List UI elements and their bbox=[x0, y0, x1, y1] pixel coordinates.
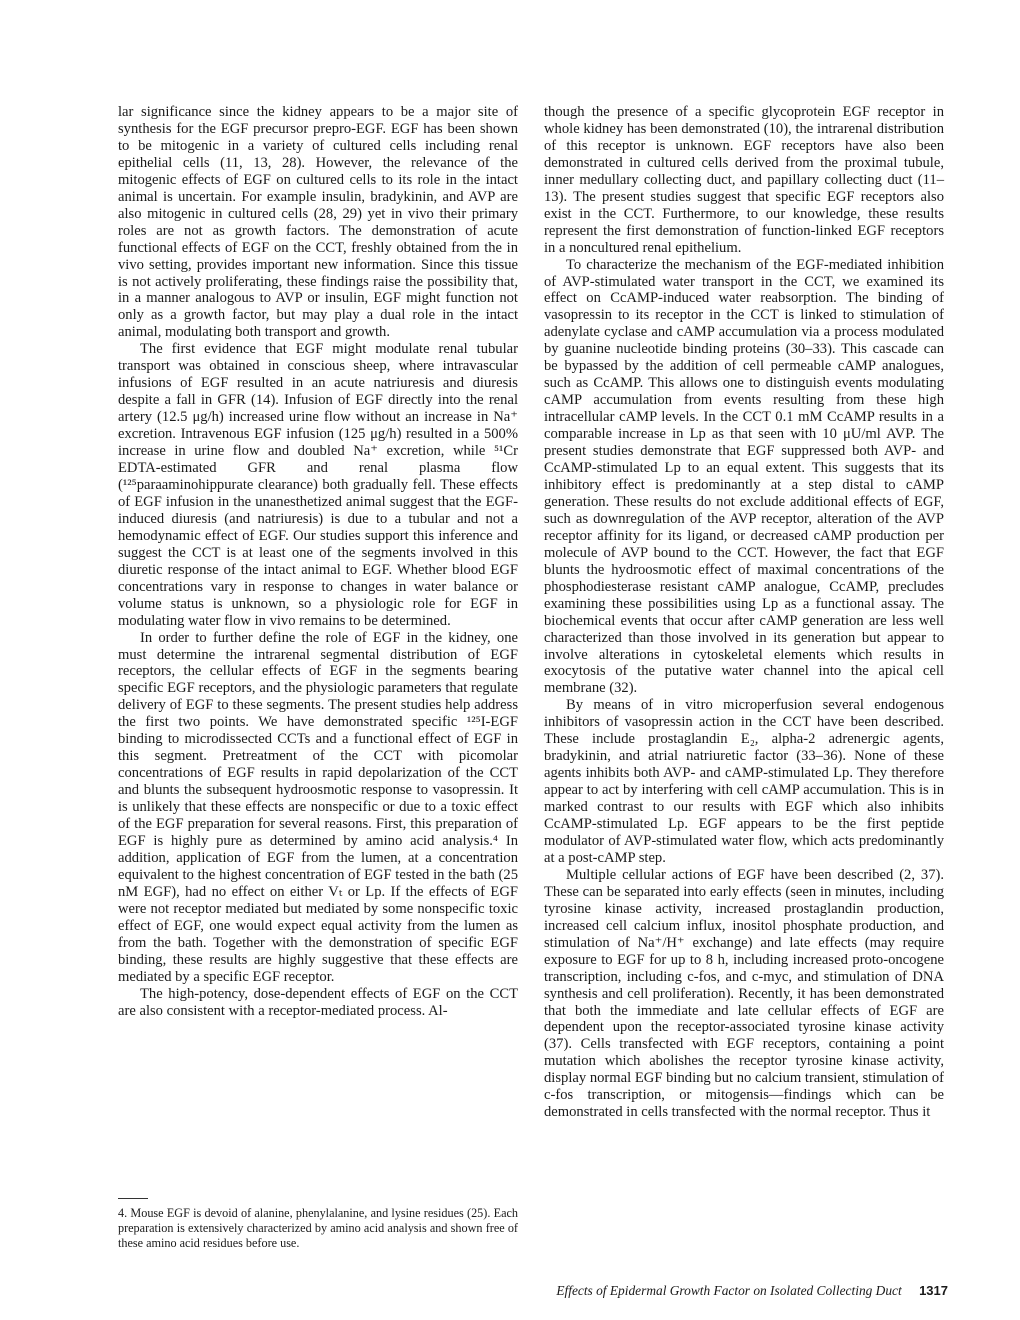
paragraph: Multiple cellular actions of EGF have been described (2, 37). These can be separated into early effects (seen in minutes, including tyrosine kinase activity, increased prostaglandin production, increased cell calcium influx, inositol phosphate production, and stimulation of Na⁺/H⁺ exchange) and late effects (may require exposure to EGF for up to 8 h, including increased proto-oncogene transcription, including c-fos, and c-myc, and stimulation of DNA synthesis and cell proliferation). Recently, it has been demonstrated that both the immediate and late cellular effects of EGF are dependent upon the receptor-associated tyrosine kinase activity (37). Cells transfected with EGF receptors, containing a point mutation which abolishes the receptor tyrosine kinase activity, display normal EGF binding but no calcium transient, stimulation of c-fos transcription, or mitogensis—findings which can be demonstrated in cells transfected with the normal receptor. Thus it bbox=[544, 866, 944, 1121]
running-footer bbox=[556, 1283, 948, 1299]
footnote-divider bbox=[118, 1198, 148, 1199]
page-number: 1317 bbox=[919, 1283, 948, 1298]
paragraph: though the presence of a specific glycoprotein EGF receptor in whole kidney has been demonstrated (10), the intrarenal distribution of this receptor is unknown. EGF receptors have also been demonstrated in cultured cells derived from the proximal tubule, inner medullary collecting duct, and papillary collecting duct (11–13). The present studies suggest that specific EGF receptors also exist in the CCT. Furthermore, to our knowledge, these results represent the first demonstration of function-linked EGF receptors in a noncultured renal epithelium. bbox=[544, 104, 944, 256]
paragraph: lar significance since the kidney appears to be a major site of synthesis for the EGF precursor prepro-EGF. EGF has been shown to be mitogenic in a variety of cultured cells including renal epithelial cells (11, 13, 28). However, the relevance of the mitogenic effects of EGF on cultured cells to its role in the intact animal is uncertain. For example insulin, bradykinin, and AVP are also mitogenic in cultured cells (28, 29) yet in vivo their primary roles are not as growth factors. The demonstration of acute functional effects of EGF on the CCT, freshly obtained from the in vivo setting, provides important new information. Since this tissue is not actively proliferating, these findings raise the possibility that, in a manner analogous to AVP or insulin, EGF might function not only as a growth factor, but may play a dual role in the intact animal, modulating both transport and growth. bbox=[118, 104, 518, 341]
right-column bbox=[544, 104, 944, 1121]
paragraph: By means of in vitro microperfusion several endogenous inhibitors of vasopressin action in the CCT have been described. These include prostaglandin E₂, alpha-2 adrenergic agents, bradykinin, and atrial natriuretic factor (33–36). None of these agents inhibits both AVP- and cAMP-stimulated Lp. They therefore appear to act by interfering with cell cAMP accumulation. This is in marked contrast to our results with EGF which also inhibits CcAMP-stimulated Lp. EGF appears to be the first peptide modulator of AVP-stimulated water flow, which acts predominantly at a post-cAMP step. bbox=[544, 697, 944, 866]
running-title: Effects of Epidermal Growth Factor on Isolated Collecting Duct bbox=[556, 1283, 902, 1298]
footnote: 4. Mouse EGF is devoid of alanine, phenylalanine, and lysine residues (25). Each preparation is extensively characterized by amino acid analysis and shown free of these amino acid residues before use. bbox=[118, 1206, 518, 1251]
left-column bbox=[118, 104, 518, 1019]
paragraph: To characterize the mechanism of the EGF-mediated inhibition of AVP-stimulated water transport in the CCT, we examined its effect on CcAMP-induced water reabsorption. The binding of vasopressin to its receptor in the CCT is linked to stimulation of adenylate cyclase and cAMP accumulation via a process modulated by guanine nucleotide binding proteins (30–33). This cascade can be bypassed by the addition of cell permeable cAMP analogues, such as CcAMP. This allows one to distinguish events modulating cAMP accumulation from events resulting from these high intracellular cAMP levels. In the CCT 0.1 mM CcAMP results in a comparable increase in Lp as that seen with 10 μU/ml AVP. The present studies demonstrate that EGF suppressed both AVP- and CcAMP-stimulated Lp to an equal extent. This suggests that its inhibitory effect is predominantly at a step distal to cAMP generation. These results do not exclude additional effects of EGF, such as downregulation of the AVP receptor, alteration of the AVP receptor affinity for its ligand, or decreased cAMP production per molecule of AVP bound to the CCT. However, the fact that EGF blunts the hydroosmotic effect of maximal concentrations of the phosphodiesterase resistant cAMP analogue, CcAMP, precludes examining these possibilities using Lp as a functional assay. The biochemical events that occur after cAMP generation are less well characterized than those involved in its generation but appear to involve alterations in cytoskeletal elements which results in exocytosis of the putative water channel into the apical cell membrane (32). bbox=[544, 256, 944, 697]
paragraph: In order to further define the role of EGF in the kidney, one must determine the intrarenal segmental distribution of EGF receptors, the cellular effects of EGF in the segments bearing specific EGF receptors, and the physiologic parameters that regulate delivery of EGF to these segments. The present studies help address the first two points. We have demonstrated specific ¹²⁵I-EGF binding to microdissected CCTs and a functional effect of EGF in this segment. Pretreatment of the CCT with picomolar concentrations of EGF results in rapid depolarization of the CCT and blunts the subsequent hydroosmotic response to vasopressin. It is unlikely that these effects are nonspecific or due to a toxic effect of the EGF preparation for several reasons. First, this preparation of EGF is highly pure as determined by amino acid analysis.⁴ In addition, application of EGF from the lumen, at a concentration equivalent to the highest concentration of EGF tested in the bath (25 nM EGF), had no effect on either Vₜ or Lp. If the effects of EGF were not receptor mediated but mediated by some nonspecific toxic effect of EGF, one would expect equal activity from the lumen as from the bath. Together with the demonstration of specific EGF binding, these results are highly suggestive that these effects are mediated by a specific EGF receptor. bbox=[118, 629, 518, 985]
paragraph: The high-potency, dose-dependent effects of EGF on the CCT are also consistent with a receptor-mediated process. Al- bbox=[118, 985, 518, 1019]
paragraph: The first evidence that EGF might modulate renal tubular transport was obtained in conscious sheep, where intravascular infusions of EGF resulted in an acute natriuresis and diuresis despite a fall in GFR (14). Infusion of EGF directly into the renal artery (12.5 μg/h) increased urine flow without an increase in Na⁺ excretion. Intravenous EGF infusion (125 μg/h) resulted in a 500% increase in urine flow and doubled Na⁺ excretion, while ⁵¹Cr EDTA-estimated GFR and renal plasma flow (¹²⁵paraaminohippurate clearance) both gradually fell. These effects of EGF infusion in the unanesthetized animal suggest that the EGF-induced diuresis (and natriuresis) is due to a tubular and not a hemodynamic effect of EGF. Our studies support this inference and suggest the CCT is at least one of the segments involved in this diuretic response of the intact animal to EGF. Whether blood EGF concentrations vary in response to changes in water balance or volume status is unknown, so a physiologic role for EGF in modulating water flow in vivo remains to be determined. bbox=[118, 341, 518, 629]
